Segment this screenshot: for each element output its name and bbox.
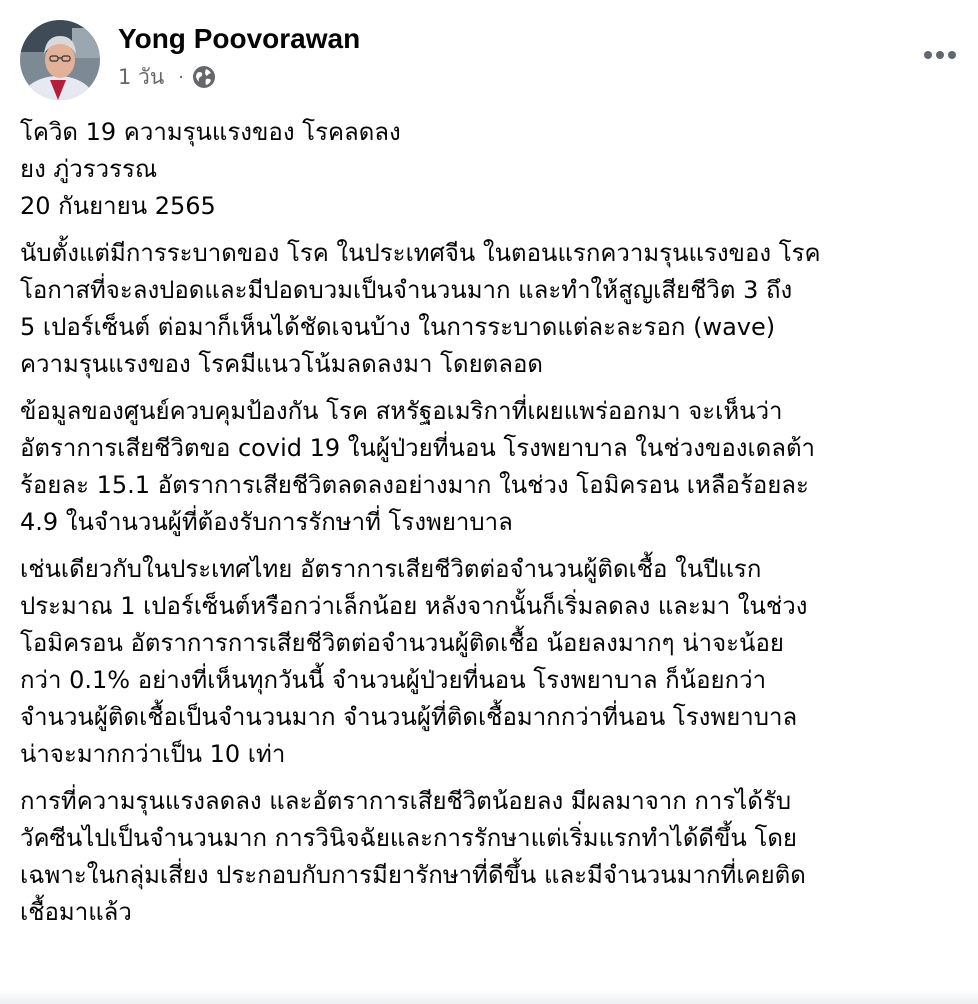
text-line: เช่นเดียวกับในประเทศไทย อัตราการเสียชีวิตต่อจำนวนผู้ติดเชื้อ ในปีแรก — [20, 555, 762, 583]
paragraph-2 — [20, 393, 950, 541]
more-horizontal-icon — [923, 50, 957, 60]
text-line: โอมิครอน อัตราการการเสียชีวิตต่อจำนวนผู้ติดเชื้อ น้อยลงมากๆ น่าจะน้อย — [20, 629, 784, 657]
post-title: โควิด 19 ความรุนแรงของ โรคลดลง — [20, 118, 401, 146]
text-line: การที่ความรุนแรงลดลง และอัตราการเสียชีวิตน้อยลง มีผลมาจาก การได้รับ — [20, 787, 792, 815]
post-body — [20, 114, 950, 941]
text-line: เชื้อมาแล้ว — [20, 898, 132, 926]
post-title-block — [20, 114, 950, 225]
paragraph-4 — [20, 783, 950, 931]
text-line: น่าจะมากกว่าเป็น 10 เท่า — [20, 740, 286, 768]
text-line: ความรุนแรงของ โรคมีแนวโน้มลดลงมา โดยตลอด — [20, 350, 543, 378]
text-line: 5 เปอร์เซ็นต์ ต่อมาก็เห็นได้ชัดเจนบ้าง ในการระบาดแต่ละละรอก (wave) — [20, 313, 776, 341]
text-line: กว่า 0.1% อย่างที่เห็นทุกวันนี้ จำนวนผู้ป่วยที่นอน โรงพยาบาล ก็น้อยกว่า — [20, 666, 767, 694]
post-date-line: 20 กันยายน 2565 — [20, 192, 216, 220]
meta-separator: · — [178, 66, 184, 88]
post-author-line: ยง ภู่วรวรรณ — [20, 155, 158, 183]
text-line: นับตั้งแต่มีการระบาดของ โรค ในประเทศจีน ในตอนแรกความรุนแรงของ โรค — [20, 239, 821, 267]
post-timestamp[interactable]: 1 วัน — [118, 64, 165, 89]
avatar-photo — [20, 20, 100, 100]
text-line: ร้อยละ 15.1 อัตราการเสียชีวิตลดลงอย่างมาก ในช่วง โอมิครอน เหลือร้อยละ — [20, 471, 809, 499]
text-line: 4.9 ในจำนวนผู้ที่ต้องรับการรักษาที่ โรงพยาบาล — [20, 508, 513, 536]
post-header — [20, 18, 960, 102]
more-options-button[interactable] — [920, 40, 960, 70]
paragraph-1 — [20, 235, 950, 383]
post-meta — [118, 62, 216, 92]
globe-icon[interactable] — [192, 65, 216, 89]
author-name[interactable]: Yong Poovorawan — [118, 23, 361, 54]
text-line: ข้อมูลของศูนย์ควบคุมป้องกัน โรค สหรัฐอเมริกาที่เผยแพร่ออกมา จะเห็นว่า — [20, 397, 783, 425]
paragraph-3 — [20, 551, 950, 773]
text-line: โอกาสที่จะลงปอดและมีปอดบวมเป็นจำนวนมาก และทำให้สูญเสียชีวิต 3 ถึง — [20, 276, 793, 304]
text-line: วัคซีนไปเป็นจำนวนมาก การวินิจฉัยและการรักษาแต่เริ่มแรกทำได้ดีขึ้น โดย — [20, 824, 797, 852]
text-line: จำนวนผู้ติดเชื้อเป็นจำนวนมาก จำนวนผู้ที่ติดเชื้อมากกว่าที่นอน โรงพยาบาล — [20, 703, 798, 731]
text-line: ประมาณ 1 เปอร์เซ็นต์หรือกว่าเล็กน้อย หลังจากนั้นก็เริ่มลดลง และมา ในช่วง — [20, 592, 808, 620]
text-line: เฉพาะในกลุ่มเสี่ยง ประกอบกับการมียารักษาที่ดีขึ้น และมีจำนวนมากที่เคยติด — [20, 861, 806, 889]
post-bottom-edge — [0, 990, 978, 1004]
avatar[interactable] — [20, 20, 100, 100]
text-line: อัตราการเสียชีวิตขอ covid 19 ในผู้ป่วยที่นอน โรงพยาบาล ในช่วงของเดลต้า — [20, 434, 816, 462]
